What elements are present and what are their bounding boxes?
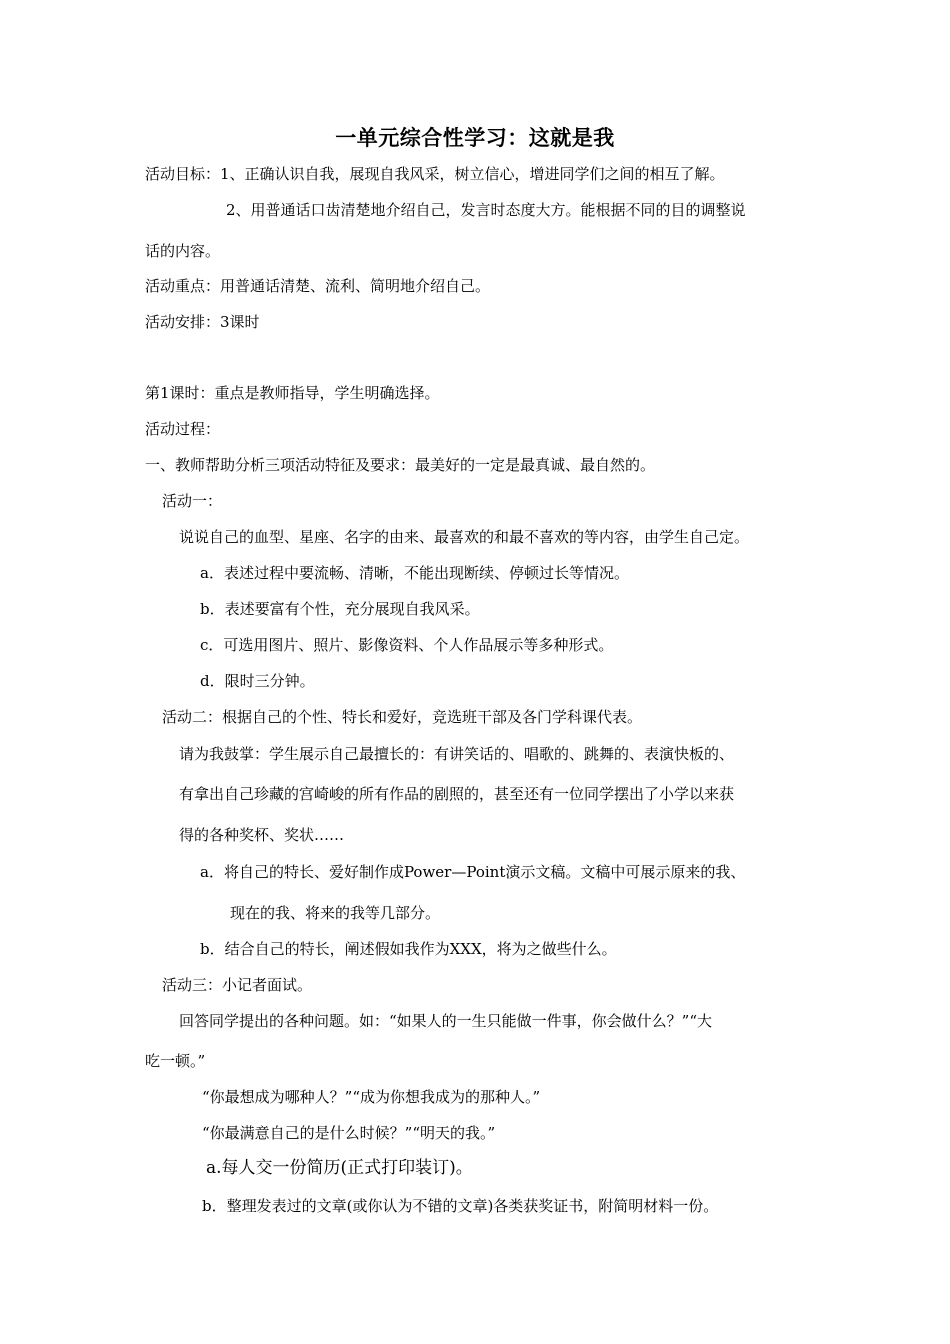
schedule-line: 活动安排：3课时: [145, 313, 260, 331]
activity-2-item-a-cont: 现在的我、将来的我等几部分。: [230, 904, 441, 922]
process-heading: 活动过程：: [145, 420, 221, 438]
activity-3-item-a: a.每人交一份简历(正式打印装订)。: [206, 1158, 473, 1178]
activity-1-item-c: c．可选用图片、照片、影像资料、个人作品展示等多种形式。: [200, 636, 614, 654]
focus-line: 活动重点：用普通话清楚、流利、简明地介绍自己。: [145, 277, 491, 295]
goal-line-2: 2、用普通话口齿清楚地介绍自己，发言时态度大方。能根据不同的目的调整说: [226, 201, 746, 219]
goal-line-1: 活动目标：1、正确认识自我，展现自我风采，树立信心，增进同学们之间的相互了解。: [145, 165, 725, 183]
activity-2-desc-1: 请为我鼓掌：学生展示自己最擅长的：有讲笑话的、唱歌的、跳舞的、表演快板的、: [179, 745, 735, 763]
activity-2-desc-3: 得的各种奖杯、奖状……: [179, 826, 345, 844]
activity-2-item-a: a．将自己的特长、爱好制作成Power—Point演示文稿。文稿中可展示原来的我、: [200, 863, 746, 881]
document-title: 一单元综合性学习：这就是我: [335, 125, 615, 150]
activity-3-qa-1: “你最想成为哪种人？”“成为你想我成为的那种人。”: [202, 1088, 541, 1106]
activity-2-heading: 活动二：根据自己的个性、特长和爱好，竞选班干部及各门学科课代表。: [162, 708, 643, 726]
activity-2-desc-2: 有拿出自己珍藏的宫崎峻的所有作品的剧照的，甚至还有一位同学摆出了小学以来获: [179, 785, 735, 803]
lesson-1-heading: 第1课时：重点是教师指导，学生明确选择。: [145, 384, 440, 402]
activity-3-qa-2: “你最满意自己的是什么时候？”“明天的我。”: [202, 1124, 496, 1142]
activity-2-item-b: b．结合自己的特长，阐述假如我作为XXX，将为之做些什么。: [200, 940, 617, 958]
goal-line-2-cont: 话的内容。: [145, 242, 221, 260]
activity-3-desc-1: 回答同学提出的各种问题。如：“如果人的一生只能做一件事，你会做什么？”“大: [179, 1012, 713, 1030]
activity-1-item-b: b．表述要富有个性，充分展现自我风采。: [200, 600, 480, 618]
activity-3-item-b: b．整理发表过的文章(或你认为不错的文章)各类获奖证书，附简明材料一份。: [202, 1197, 719, 1215]
activity-3-desc-1-cont: 吃一顿。”: [145, 1052, 206, 1070]
activity-1-item-a: a．表述过程中要流畅、清晰，不能出现断续、停顿过长等情况。: [200, 564, 629, 582]
activity-1-item-d: d．限时三分钟。: [200, 672, 315, 690]
activity-1-heading: 活动一：: [162, 492, 223, 510]
activity-1-desc: 说说自己的血型、星座、名字的由来、最喜欢的和最不喜欢的等内容，由学生自己定。: [179, 528, 750, 546]
section-1-heading: 一、教师帮助分析三项活动特征及要求：最美好的一定是最真诚、最自然的。: [145, 456, 656, 474]
activity-3-heading: 活动三：小记者面试。: [162, 976, 313, 994]
